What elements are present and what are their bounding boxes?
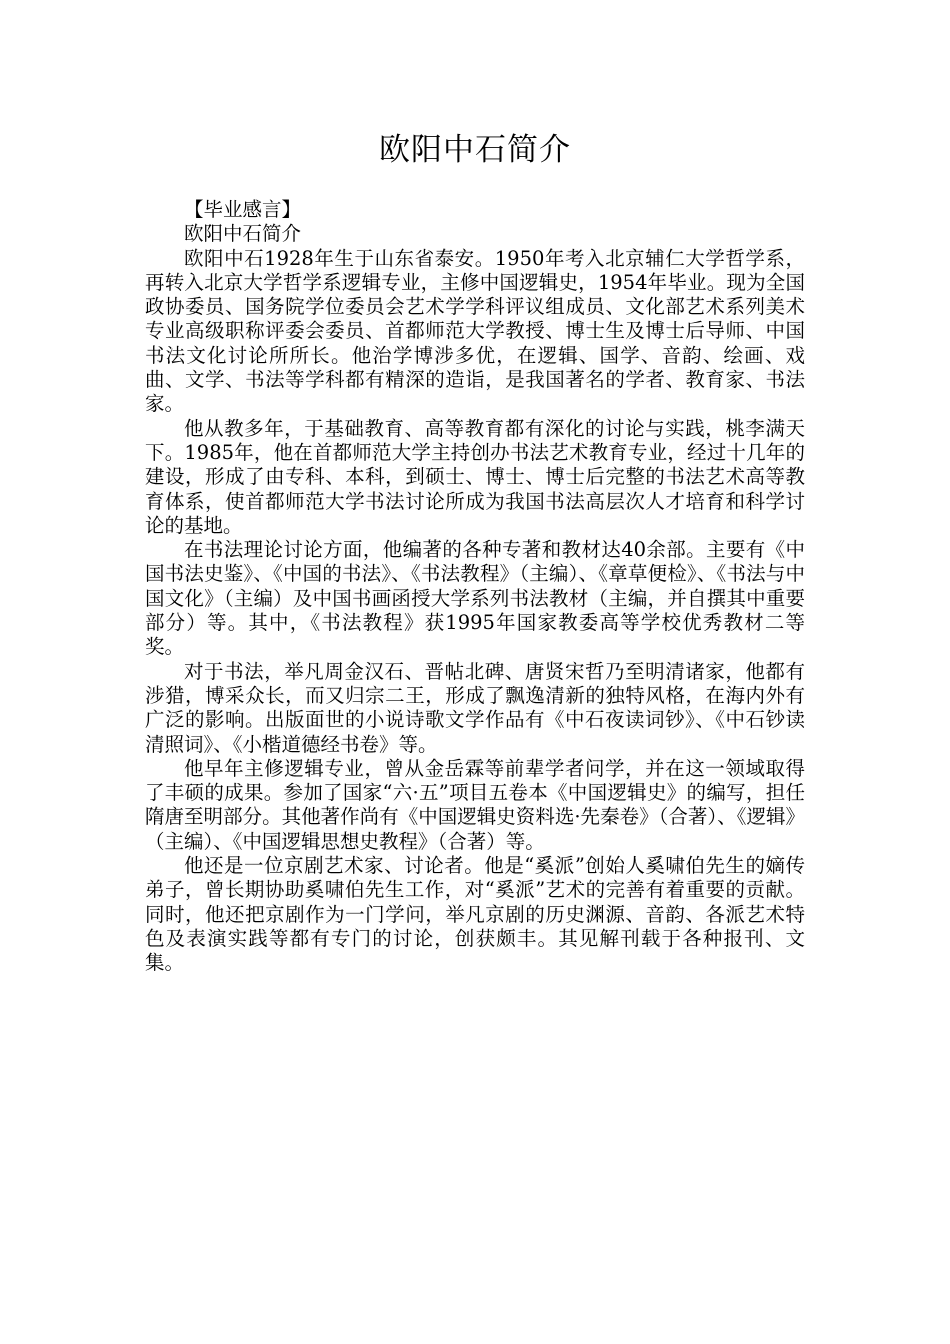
document-title: 欧阳中石简介	[379, 132, 571, 168]
document-subtitle: 欧阳中石简介	[184, 222, 302, 246]
paragraph-6: 他还是一位京剧艺术家、讨论者。他是“奚派”创始人奚啸伯先生的嫡传弟子，曾长期协助奚啸伯先生工作，对“奚派”艺术的完善有着重要的贡献。同时，他还把京剧作为一门学问，举凡京剧的历史渊源、音韵、各派艺术特色及表演实践等都有专门的讨论，创获颇丰。其见解刊载于各种报刊、文集。	[145, 854, 805, 975]
paragraph-5: 他早年主修逻辑专业，曾从金岳霖等前辈学者问学，并在这一领域取得了丰硕的成果。参加了国家“六·五”项目五卷本《中国逻辑史》的编写，担任隋唐至明部分。其他著作尚有《中国逻辑史资料选·先秦卷》（合著）、《逻辑》（主编）、《中国逻辑思想史教程》（合著）等。	[145, 756, 805, 853]
document-page	[145, 128, 805, 976]
paragraph-1: 欧阳中石1928年生于山东省泰安。1950年考入北京辅仁大学哲学系，再转入北京大学哲学系逻辑专业，主修中国逻辑史，1954年毕业。现为全国政协委员、国务院学位委员会艺术学学科评议组成员、文化部艺术系列美术专业高级职称评委会委员、首都师范大学教授、博士生及博士后导师、中国书法文化讨论所所长。他治学博涉多优，在逻辑、国学、音韵、绘画、戏曲、文学、书法等学科都有精深的造诣，是我国著名的学者、教育家、书法家。	[145, 246, 805, 416]
paragraph-3: 在书法理论讨论方面，他编著的各种专著和教材达40余部。主要有《中国书法史鉴》、《中国的书法》、《书法教程》（主编）、《章草便检》、《书法与中国文化》（主编）及中国书画函授大学系列书法教材（主编，并自撰其中重要部分）等。其中，《书法教程》获1995年国家教委高等学校优秀教材二等奖。	[145, 538, 805, 659]
paragraph-4: 对于书法，举凡周金汉石、晋帖北碑、唐贤宋哲乃至明清诸家，他都有涉猎，博采众长，而又归宗二王，形成了飘逸清新的独特风格，在海内外有广泛的影响。出版面世的小说诗歌文学作品有《中石夜读词钞》、《中石钞读清照词》、《小楷道德经书卷》等。	[145, 659, 805, 756]
paragraph-2: 他从教多年，于基础教育、高等教育都有深化的讨论与实践，桃李满天下。1985年，他在首都师范大学主持创办书法艺术教育专业，经过十几年的建设，形成了由专科、本科，到硕士、博士、博士后完整的书法艺术高等教育体系，使首都师范大学书法讨论所成为我国书法高层次人才培育和科学讨论的基地。	[145, 416, 805, 537]
section-label: 【毕业感言】	[184, 198, 302, 221]
